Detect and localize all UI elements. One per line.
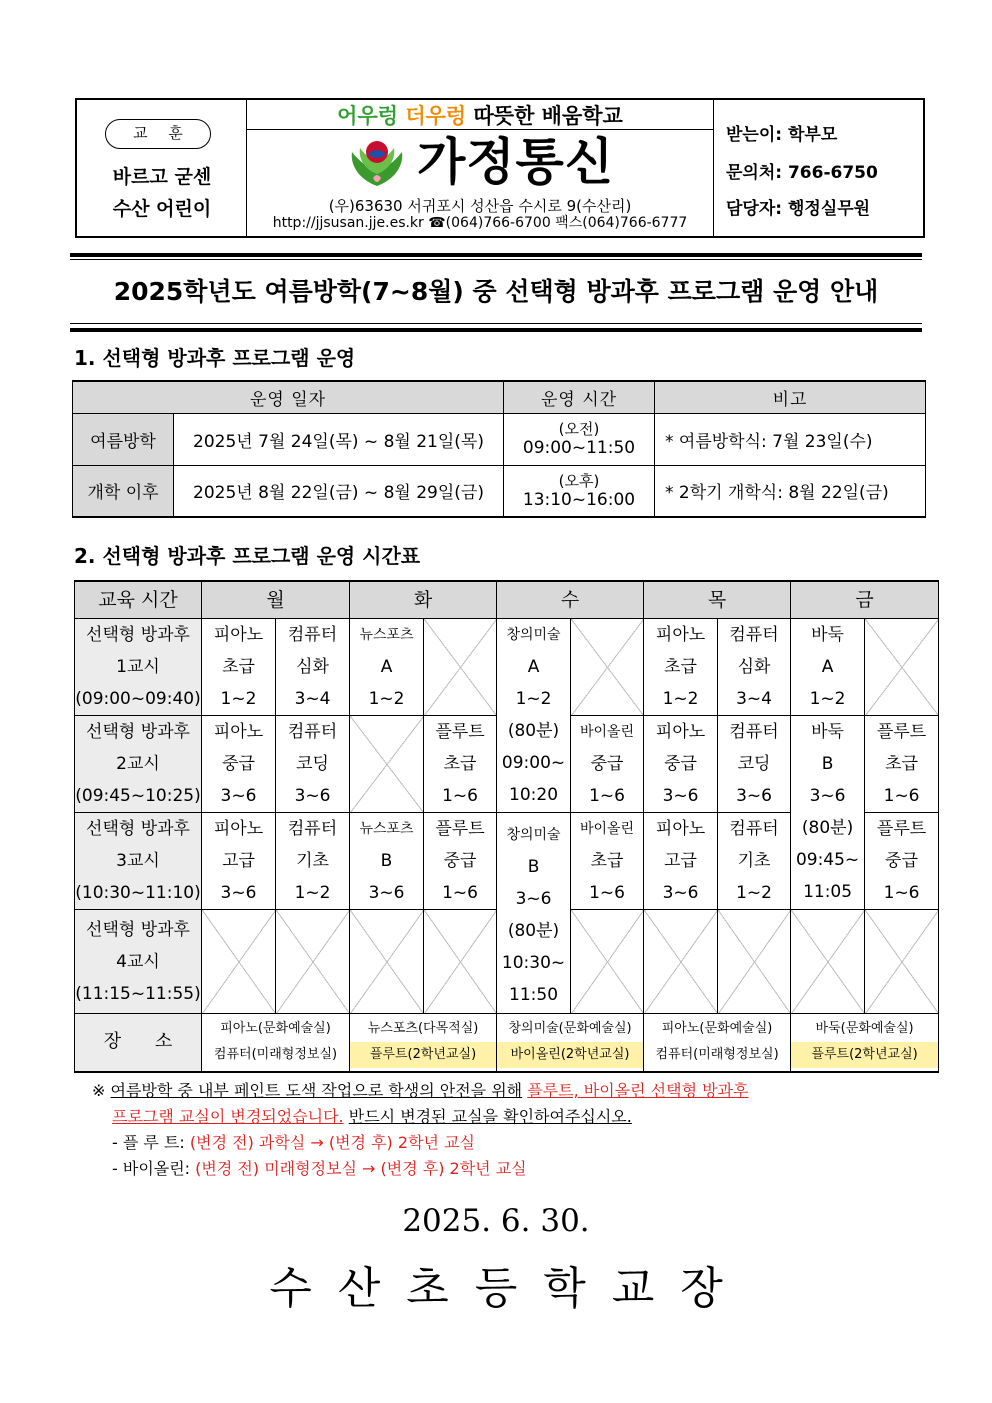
class-subject: 컴퓨터 (729, 625, 779, 645)
class-level: 기초 (737, 851, 771, 871)
notice-text-2: 반드시 변경된 교실을 확인하여주십시오. (348, 1107, 632, 1126)
class-grade: 3~4 (294, 689, 331, 709)
place-line-2: 컴퓨터(미래형정보실) (213, 1047, 338, 1063)
class-grade: 3~6 (809, 786, 846, 806)
empty-cell (865, 910, 939, 1014)
newsletter-title: 가정통신 (416, 133, 615, 191)
slogan-green: 어우렁 (337, 104, 399, 128)
class-subject: 바둑 (811, 625, 844, 645)
time-range: 13:10~16:00 (522, 489, 636, 510)
class-subject: 피아노 (213, 625, 264, 645)
period-l2: 4교시 (116, 951, 160, 972)
class-duration: (80분) (507, 921, 560, 941)
class-grade: 3~6 (662, 786, 699, 806)
place-cell (350, 1014, 497, 1072)
class-level: B (380, 851, 393, 871)
section-2-title: 2. 선택형 방과후 프로그램 운영 시간표 (74, 544, 421, 568)
header-tuesday: 화 (350, 581, 497, 619)
class-level: 기초 (296, 851, 329, 871)
place-line-2: 컴퓨터(미래형정보실) (655, 1047, 779, 1063)
class-subject: 피아노 (655, 722, 706, 742)
class-grade: 3~6 (220, 883, 257, 903)
class-level: 중급 (222, 754, 255, 774)
school-address: (우)63630 서귀포시 성산읍 수시로 9(수산리) (328, 197, 632, 215)
classroom-change-notice (92, 1078, 927, 1130)
header-time: 운영 시간 (504, 381, 655, 413)
empty-cell (350, 910, 424, 1014)
class-grade: 3~6 (368, 883, 405, 903)
class-level: 심화 (737, 657, 771, 677)
row-label: 여름방학 (73, 413, 174, 465)
place-cell (644, 1014, 791, 1072)
class-level: B (821, 754, 834, 774)
slogan-orange: 더우렁 (405, 104, 467, 128)
class-grade: 1~6 (589, 883, 625, 903)
period-l3: (11:15~11:55) (75, 983, 201, 1004)
place-row (75, 1014, 939, 1072)
notice-text-red: 플루트, 바이올린 선택형 방과후 (527, 1081, 749, 1100)
motto-line-2: 수산 어린이 (112, 198, 212, 220)
class-cell-long (497, 813, 571, 1014)
class-cell-long (791, 716, 865, 910)
place-line-2-highlight: 바이올린(2학년교실) (497, 1042, 643, 1068)
flute-label: - 플 루 트: (112, 1133, 185, 1152)
notice-title: 2025학년도 여름방학(7~8월) 중 선택형 방과후 프로그램 운영 안내 (113, 277, 879, 306)
class-subject: 컴퓨터 (729, 819, 779, 839)
class-level: 중급 (885, 851, 918, 871)
class-cell (791, 619, 865, 716)
class-subject: 컴퓨터 (287, 819, 338, 839)
class-level: A (821, 657, 834, 677)
row-label: 개학 이후 (73, 465, 174, 517)
class-grade: 1~2 (220, 689, 257, 709)
class-subject: 뉴스포츠 (359, 821, 414, 837)
empty-cell (424, 910, 497, 1014)
class-subject: 피아노 (213, 722, 264, 742)
header-dates: 운영 일자 (73, 381, 504, 413)
school-contact: http://jjsusan.jje.es.kr ☎(064)766-6700 팩스(064)766-6777 (272, 215, 688, 231)
class-grade: 3~6 (294, 786, 331, 806)
class-cell (276, 619, 350, 716)
header-friday: 금 (791, 581, 939, 619)
manager: 담당자: 행정실무원 (726, 199, 871, 219)
motto-panel (77, 100, 247, 236)
class-subject: 바이올린 (579, 724, 635, 740)
class-cell (865, 813, 939, 910)
empty-cell (424, 619, 497, 716)
class-grade: 1~2 (809, 689, 846, 709)
class-cell (276, 813, 350, 910)
place-cell (497, 1014, 644, 1072)
class-cell (571, 716, 644, 813)
class-cell (202, 813, 276, 910)
class-subject: 컴퓨터 (287, 625, 338, 645)
class-level: 중급 (590, 754, 624, 774)
flute-change (112, 1130, 475, 1153)
violin-change (112, 1156, 527, 1179)
empty-cell (350, 716, 424, 813)
class-grade: 1~2 (294, 883, 331, 903)
time-period: (오후) (558, 471, 600, 490)
title-rule-bottom-thin (70, 323, 922, 324)
class-cell (424, 716, 497, 813)
class-subject: 바둑 (811, 722, 844, 742)
title-rule-top (70, 253, 922, 257)
class-subject: 창의미술 (506, 627, 561, 643)
header-monday: 월 (202, 581, 350, 619)
newsletter-header (75, 98, 925, 238)
class-subject: 플루트 (876, 819, 927, 839)
issue-date: 2025. 6. 30. (402, 1203, 590, 1239)
class-grade: 1~2 (662, 689, 699, 709)
period-label (75, 716, 202, 813)
class-subject: 창의미술 (506, 827, 561, 843)
timetable (74, 580, 939, 1073)
place-line-2-highlight: 플루트(2학년교실) (350, 1042, 496, 1068)
class-level: 초급 (885, 754, 918, 774)
class-level: A (527, 657, 540, 677)
empty-cell (276, 910, 350, 1014)
class-cell (202, 619, 276, 716)
class-grade: 3~6 (515, 889, 552, 909)
period-l2: 2교시 (116, 754, 160, 774)
title-row (247, 130, 713, 194)
violin-change-text: (변경 전) 미래형정보실 → (변경 후) 2학년 교실 (195, 1159, 527, 1178)
class-level: 초급 (222, 657, 255, 677)
title-rule-top-thin (70, 259, 922, 260)
notice-text-red-2: 프로그램 교실이 변경되었습니다. (112, 1107, 344, 1126)
class-grade: 1~6 (589, 786, 625, 806)
empty-cell (571, 619, 644, 716)
class-subject: 피아노 (213, 819, 264, 839)
class-subject: 플루트 (435, 819, 485, 839)
period-row-1 (75, 619, 939, 716)
class-level: 고급 (222, 851, 255, 871)
class-subject: 플루트 (876, 722, 927, 742)
class-cell (350, 813, 424, 910)
row-dates: 2025년 8월 22일(금) ~ 8월 29일(금) (174, 465, 504, 517)
class-cell (644, 619, 718, 716)
place-line-1: 뉴스포츠(다목적실) (367, 1021, 479, 1037)
title-rule-bottom (70, 328, 922, 332)
class-grade: 3~6 (736, 786, 772, 806)
class-level: 중급 (443, 851, 477, 871)
class-grade: 1~6 (883, 883, 920, 903)
period-l3: (10:30~11:10) (75, 883, 201, 903)
header-wednesday: 수 (497, 581, 644, 619)
class-level: 초급 (664, 657, 697, 677)
class-grade: 1~6 (442, 786, 478, 806)
class-end: 11:50 (509, 985, 559, 1005)
place-line-1: 바둑(문화예술실) (815, 1021, 914, 1037)
class-subject: 컴퓨터 (287, 722, 338, 742)
slogan-rest: 따뜻한 배움학교 (473, 104, 623, 128)
class-cell-long (497, 619, 571, 813)
school-emblem-icon (346, 134, 408, 190)
class-subject: 피아노 (655, 819, 706, 839)
empty-cell (718, 910, 791, 1014)
class-grade: 3~6 (662, 883, 699, 903)
violin-label: - 바이올린: (112, 1159, 191, 1178)
place-label: 장 소 (75, 1014, 202, 1072)
class-cell (276, 716, 350, 813)
header-note: 비고 (655, 381, 926, 413)
row-dates: 2025년 7월 24일(목) ~ 8월 21일(목) (174, 413, 504, 465)
class-subject: 뉴스포츠 (359, 627, 414, 643)
period-label (75, 813, 202, 910)
inquiry-number: 문의처: 766-6750 (726, 163, 878, 183)
class-start: 09:45~ (795, 850, 860, 870)
notice-text-1: 여름방학 중 내부 페인트 도색 작업으로 학생의 안전을 위해 (110, 1081, 523, 1100)
period-label (75, 910, 202, 1014)
class-level: B (527, 857, 540, 877)
class-cell (202, 716, 276, 813)
place-cell (791, 1014, 939, 1072)
class-cell (424, 813, 497, 910)
operation-table (72, 380, 926, 518)
info-panel (714, 100, 923, 236)
empty-cell (865, 619, 939, 716)
class-subject: 피아노 (655, 625, 706, 645)
class-cell (718, 619, 791, 716)
class-subject: 바이올린 (579, 821, 635, 837)
period-label (75, 619, 202, 716)
school-slogan (247, 102, 713, 130)
class-grade: 1~6 (442, 883, 478, 903)
place-cell (202, 1014, 350, 1072)
place-line-1: 창의미술(문화예술실) (508, 1021, 632, 1037)
class-subject: 컴퓨터 (729, 722, 779, 742)
row-time (504, 465, 655, 517)
period-l1: 선택형 방과후 (86, 819, 190, 839)
class-level: A (380, 657, 393, 677)
period-l2: 3교시 (116, 851, 160, 871)
class-level: 코딩 (737, 754, 771, 774)
place-line-1: 피아노(문화예술실) (661, 1021, 773, 1037)
class-cell (718, 813, 791, 910)
class-level: 중급 (664, 754, 697, 774)
class-level: 초급 (443, 754, 477, 774)
empty-cell (644, 910, 718, 1014)
motto-label: 교 훈 (105, 119, 211, 149)
table-row (73, 413, 926, 465)
period-l1: 선택형 방과후 (86, 625, 190, 645)
class-grade: 3~4 (736, 689, 772, 709)
class-cell (718, 716, 791, 813)
place-line-1: 피아노(문화예술실) (220, 1021, 331, 1037)
empty-cell (791, 910, 865, 1014)
place-line-2-highlight: 플루트(2학년교실) (791, 1042, 938, 1068)
class-end: 10:20 (509, 785, 559, 805)
flute-change-text: (변경 전) 과학실 → (변경 후) 2학년 교실 (189, 1133, 475, 1152)
row-time (504, 413, 655, 465)
empty-cell (571, 910, 644, 1014)
class-level: 초급 (590, 851, 624, 871)
period-l3: (09:45~10:25) (75, 786, 201, 806)
header-thursday: 목 (644, 581, 791, 619)
class-grade: 1~6 (883, 786, 920, 806)
class-level: 심화 (296, 657, 329, 677)
class-start: 09:00~ (501, 753, 566, 773)
class-cell (350, 619, 424, 716)
recipient: 받는이: 학부모 (726, 125, 838, 145)
table-row (73, 465, 926, 517)
notice-mark: ※ (92, 1081, 106, 1100)
class-grade: 3~6 (220, 786, 257, 806)
class-duration: (80분) (801, 818, 854, 838)
class-cell (644, 716, 718, 813)
row-note: * 2학기 개학식: 8월 22일(금) (655, 465, 926, 517)
class-end: 11:05 (803, 882, 853, 902)
time-range: 09:00~11:50 (522, 438, 636, 458)
class-cell (571, 813, 644, 910)
principal-signature: 수산초등학교장 (269, 1263, 749, 1314)
period-l2: 1교시 (116, 657, 160, 677)
period-l3: (09:00~09:40) (75, 689, 201, 709)
timetable-header (75, 581, 939, 619)
class-subject: 플루트 (435, 722, 485, 742)
class-duration: (80분) (507, 721, 560, 741)
class-cell (865, 716, 939, 813)
time-period: (오전) (558, 420, 600, 438)
class-grade: 1~2 (368, 689, 405, 709)
class-cell (644, 813, 718, 910)
section-1-title: 1. 선택형 방과후 프로그램 운영 (74, 346, 356, 370)
title-panel (247, 100, 714, 236)
class-level: 고급 (664, 851, 697, 871)
header-time-slot: 교육 시간 (75, 581, 202, 619)
motto-line-1: 바르고 굳센 (112, 166, 212, 188)
period-l1: 선택형 방과후 (86, 722, 190, 742)
empty-cell (202, 910, 276, 1014)
class-grade: 1~2 (736, 883, 772, 903)
class-grade: 1~2 (515, 689, 552, 709)
class-level: 코딩 (296, 754, 329, 774)
row-note: * 여름방학식: 7월 23일(수) (655, 413, 926, 465)
class-start: 10:30~ (501, 953, 566, 973)
period-l1: 선택형 방과후 (86, 919, 190, 940)
